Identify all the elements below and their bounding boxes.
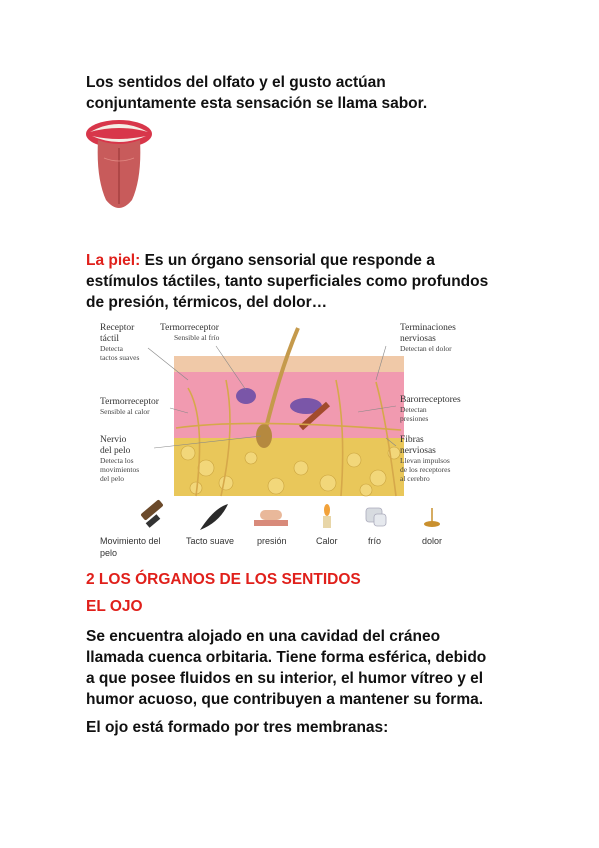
label-fibras-nerviosas: Fibras nerviosas xyxy=(400,435,436,456)
ice-icon xyxy=(366,508,386,526)
label-nervio-pelo: Nervio del pelo xyxy=(100,435,131,456)
finger-press-icon xyxy=(254,510,288,526)
eye-para-2: El ojo está formado por tres membranas: xyxy=(86,719,389,736)
feather-icon xyxy=(200,504,228,530)
eye-para-line-3: a que posee fluidos en su interior, el humor vítreo y el xyxy=(86,670,484,687)
skin-line-3: de presión, térmicos, del dolor… xyxy=(86,294,328,311)
eye-para-line-4: humor acuoso, que contribuyen a mantener su forma. xyxy=(86,691,484,708)
desc-terminaciones-nerviosas: Detectan el dolor xyxy=(400,344,452,353)
section-subheading: EL OJO xyxy=(86,598,143,615)
section-heading: 2 LOS ÓRGANOS DE LOS SENTIDOS xyxy=(86,571,361,588)
pin-icon xyxy=(424,508,440,527)
brush-icon xyxy=(140,499,164,528)
skin-cross-section-figure xyxy=(96,318,481,560)
label-receptor-tactil: Receptor táctil xyxy=(100,323,135,344)
desc-fibras-nerviosas: Llevan impulsos de los receptores al cerebro xyxy=(400,456,451,483)
eye-para-line-2: llamada cuenca orbitaria. Tiene forma esférica, debido xyxy=(86,649,487,666)
skin-label: La piel: xyxy=(86,252,141,269)
label-termorreceptor-frio: Termorreceptor xyxy=(160,323,219,333)
legend-frio: frío xyxy=(368,536,382,546)
skin-line-1-rest: Es un órgano sensorial que responde a xyxy=(140,252,435,269)
desc-barorreceptores: Detectan presiones xyxy=(400,405,429,423)
desc-nervio-pelo: Detecta los movimientos del pelo xyxy=(100,456,140,483)
tongue-illustration xyxy=(84,118,154,214)
legend-tacto-suave: Tacto suave xyxy=(186,536,235,546)
intro-line-2: conjuntamente esta sensación se llama sabor. xyxy=(86,95,428,112)
skin-line-2: estímulos táctiles, tanto superficiales como profundos xyxy=(86,273,489,290)
legend-presion: presión xyxy=(257,536,287,546)
legend-calor: Calor xyxy=(316,536,338,546)
label-barorreceptores: Barorreceptores xyxy=(400,395,461,405)
label-terminaciones-nerviosas: Terminaciones nerviosas xyxy=(400,323,456,344)
legend-movimiento-pelo: Movimiento del pelo xyxy=(100,536,161,558)
desc-termorreceptor-calor: Sensible al calor xyxy=(100,407,150,416)
epidermis xyxy=(174,356,404,372)
label-termorreceptor-calor: Termorreceptor xyxy=(100,397,159,407)
desc-receptor-tactil: Detecta tactos suaves xyxy=(100,344,140,362)
skin-line-1 xyxy=(86,250,435,271)
desc-termorreceptor-frio: Sensible al frío xyxy=(174,333,220,342)
candle-icon xyxy=(323,504,331,528)
eye-para-line-1: Se encuentra alojado en una cavidad del cráneo xyxy=(86,628,441,645)
intro-line-1: Los sentidos del olfato y el gusto actúan xyxy=(86,74,386,91)
legend-dolor: dolor xyxy=(422,536,443,546)
